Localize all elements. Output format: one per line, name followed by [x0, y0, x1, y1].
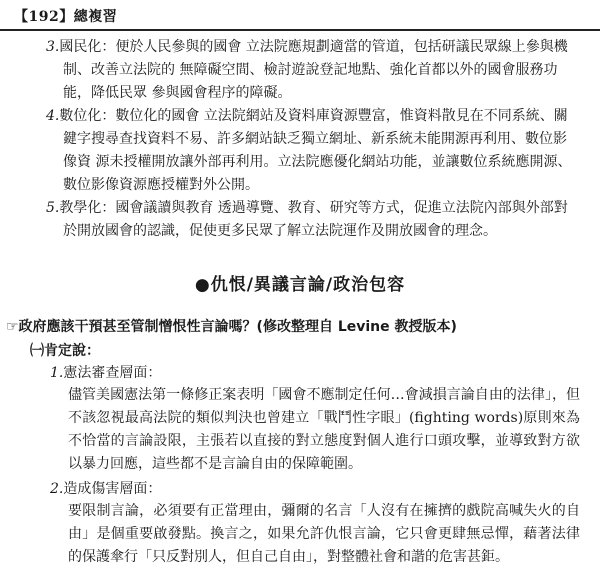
point-title: 憲法審查層面：: [63, 365, 162, 381]
list-item-text: 教學化：國會議讀與教育 透過導覽、教育、研究等方式，促進立法院內部與外部對於開放國會的認識，促使更多民眾了解立法院運作及開放國會的理念。: [59, 200, 568, 239]
point-heading: [50, 362, 161, 384]
list-item: [0, 105, 600, 197]
question-heading: ☞政府應該干預甚至管制憎恨性言論嗎？(修改整理自 Levine 教授版本): [6, 319, 457, 335]
list-item-text: 數位化：數位化的國會 立法院網站及資料庫資源豐富，惟資料散見在不同系統、關鍵字搜尋查找資料不易、許多網站缺乏獨立網址、新系統未能開源再利用、數位影像資 源未授權開放讓外部再利用。立法院應優化網站功能，並讓數位系統應開源、數位影像資源應授權對外公開。: [59, 108, 572, 193]
point-body: 儘管美國憲法第一條修正案表明「國會不應制定任何…會減損言論自由的法律」，但不該忽視最高法院的類似判決也曾建立「戰鬥性字眼」(fighting words)原則來為不恰當的言論設限，主張若以直接的對立態度對個人進行口頭攻擊，並導致對方欲以暴力回應，這些都不是言論自由的保障範圍。: [68, 387, 580, 472]
list-item-number: 4.: [46, 108, 60, 124]
point-title: 造成傷害層面：: [63, 481, 162, 497]
point-number: 2.: [50, 481, 64, 497]
header-rule: [0, 29, 600, 31]
list-item: [0, 197, 600, 243]
section-title: ●仇恨/異議言論/政治包容: [194, 275, 406, 295]
list-item-number: 3.: [46, 39, 60, 55]
point-body: 要限制言論，必須要有正當理由，彌爾的名言「人沒有在擁擠的戲院高喊失火的自由」是個重要啟發點。換言之，如果允許仇恨言論，它只會更肆無忌憚，藉著法律的保護傘行「只反對別人，但自己自由」，對整體社會和諧的危害甚鉅。: [68, 503, 580, 565]
list-item-text: 國民化：便於人民參與的國會 立法院應規劃適當的管道，包括研議民眾線上參與機制、改善立法院的 無障礙空間、檢討遊說登記地點、強化首都以外的國會服務功能，降低民眾 參與國會程序的障礙。: [59, 39, 568, 101]
page-label: 【192】總複習: [14, 9, 118, 25]
affirmative-heading: ㈠肯定說：: [30, 343, 100, 359]
page-header: [0, 0, 600, 32]
point-heading: [50, 478, 161, 500]
principle-list: [0, 36, 600, 243]
point-number: 1.: [50, 365, 64, 381]
list-item-number: 5.: [46, 200, 60, 216]
list-item: [0, 36, 600, 105]
